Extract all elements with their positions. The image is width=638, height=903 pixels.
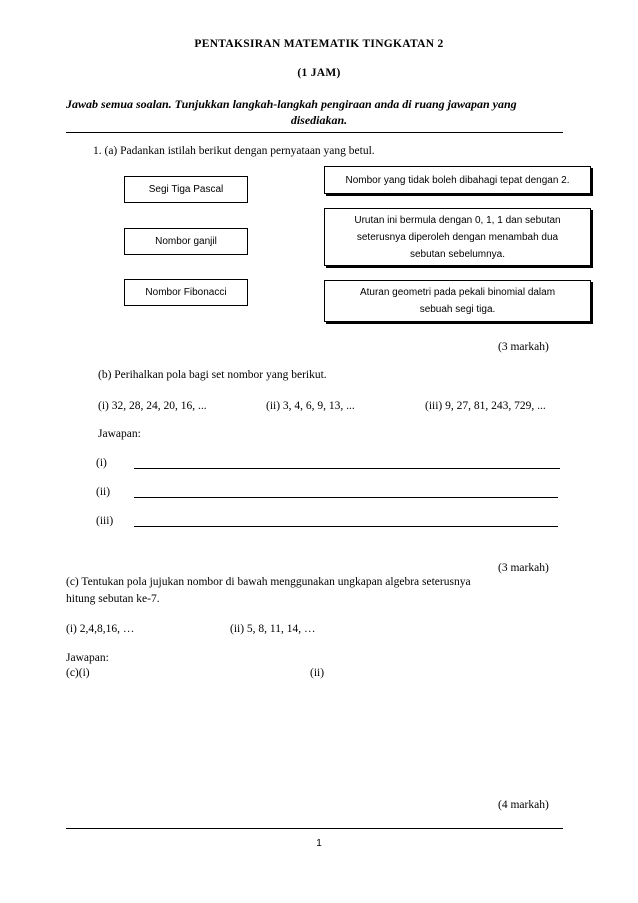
q1b-item-ii: (ii) 3, 4, 6, 9, 13, ... bbox=[266, 400, 355, 412]
q1c-answer-label: Jawapan: bbox=[66, 652, 109, 664]
statement-text: sebutan sebelumnya. bbox=[409, 248, 506, 260]
statement-box-1 bbox=[324, 166, 591, 194]
q1b-item-i: (i) 32, 28, 24, 20, 16, ... bbox=[98, 400, 207, 412]
q1b-answer-label: Jawapan: bbox=[98, 428, 141, 440]
exam-title: PENTAKSIRAN MATEMATIK TINGKATAN 2 bbox=[194, 38, 444, 50]
q1c-answer-ii: (ii) bbox=[310, 667, 325, 679]
q1b-answer-row-label: (i) bbox=[96, 457, 107, 469]
q1b-item-iii: (iii) 9, 27, 81, 243, 729, ... bbox=[425, 400, 546, 412]
instruction-line-2: disediakan. bbox=[290, 113, 348, 127]
statement-box-2 bbox=[324, 208, 591, 266]
footer-divider bbox=[66, 828, 563, 829]
q1a-prompt: 1. (a) Padankan istilah berikut dengan pernyataan yang betul. bbox=[93, 145, 375, 157]
q1c-answer-i: (c)(i) bbox=[66, 667, 90, 679]
term-box-fibonacci bbox=[124, 279, 248, 306]
statement-text: Nombor yang tidak boleh dibahagi tepat dengan 2. bbox=[345, 174, 570, 186]
q1c-prompt-line-2: hitung sebutan ke-7. bbox=[66, 593, 160, 605]
answer-line-iii[interactable] bbox=[134, 526, 558, 527]
q1c-marks: (4 markah) bbox=[498, 799, 549, 811]
q1b-prompt: (b) Perihalkan pola bagi set nombor yang berikut. bbox=[98, 369, 327, 381]
statement-text: Urutan ini bermula dengan 0, 1, 1 dan sebutan bbox=[354, 214, 561, 226]
header-divider bbox=[66, 132, 563, 133]
statement-text: Aturan geometri pada pekali binomial dalam bbox=[359, 287, 556, 298]
q1c-prompt-line-1: (c) Tentukan pola jujukan nombor di bawah menggunakan ungkapan algebra seterusnya bbox=[66, 576, 471, 588]
statement-box-3 bbox=[324, 280, 591, 322]
statement-text: seterusnya diperoleh dengan menambah dua bbox=[356, 231, 559, 243]
q1c-item-i: (i) 2,4,8,16, … bbox=[66, 623, 135, 635]
exam-duration: (1 JAM) bbox=[297, 67, 341, 79]
answer-line-ii[interactable] bbox=[134, 497, 558, 498]
q1b-answer-row-label: (ii) bbox=[96, 486, 111, 498]
term-label: Nombor ganjil bbox=[155, 236, 217, 247]
q1b-answer-row-label: (iii) bbox=[96, 515, 114, 527]
page-number: 1 bbox=[316, 838, 322, 849]
statement-text: sebuah segi tiga. bbox=[419, 304, 496, 315]
instruction-line-1: Jawab semua soalan. Tunjukkan langkah-langkah pengiraan anda di ruang jawapan yang bbox=[66, 97, 517, 111]
q1a-marks: (3 markah) bbox=[498, 341, 549, 353]
answer-line-i[interactable] bbox=[134, 468, 560, 469]
term-label: Nombor Fibonacci bbox=[145, 287, 227, 298]
term-box-pascal bbox=[124, 176, 248, 203]
q1c-item-ii: (ii) 5, 8, 11, 14, … bbox=[230, 623, 316, 635]
q1b-marks: (3 markah) bbox=[498, 562, 549, 574]
term-label: Segi Tiga Pascal bbox=[148, 184, 224, 195]
term-box-odd bbox=[124, 228, 248, 255]
